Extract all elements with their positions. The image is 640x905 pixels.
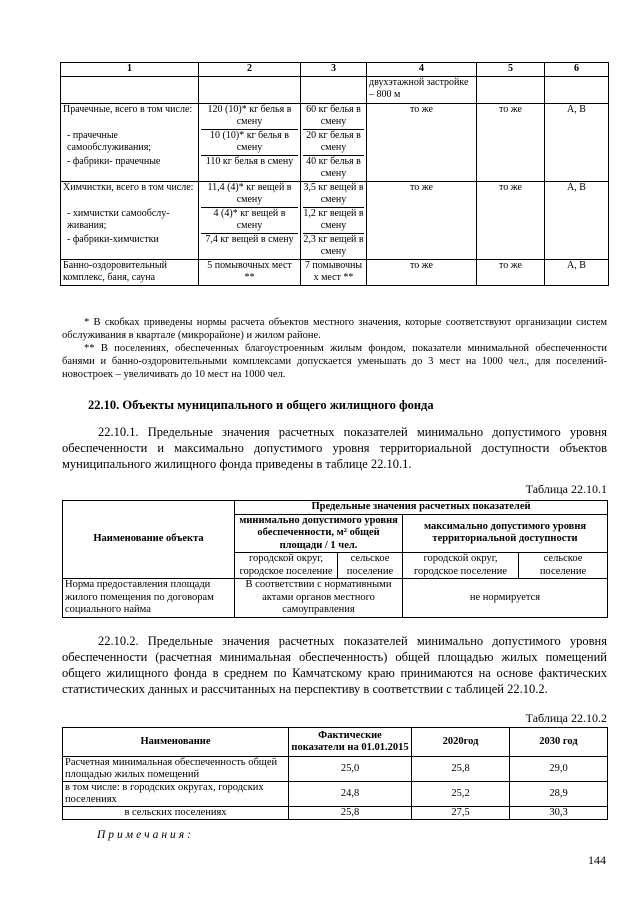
services-table <box>60 62 609 286</box>
row-name: Расчетная минимальная обеспеченность общей площадью жилых помещений <box>63 757 289 782</box>
col-header-limits: Предельные значения расчетных показателей <box>235 501 608 515</box>
footnote-2: ** В поселениях, обеспеченных благоустроенным жилым фондом, показатели минимальной обеспеченности банями и банно-оздоровительными комплексами допускается уменьшать до 3 мест на 1000 чел., для поселений-новостроек – увеличивать до 10 мест на 1000 чел. <box>62 343 607 380</box>
object-name: - фабрики-химчистки <box>61 234 199 260</box>
table-row <box>63 579 608 618</box>
object-name: - прачечные самообслуживания; <box>61 130 199 156</box>
capacity-urban: 10 (10)* кг белья в смену <box>199 130 301 156</box>
value-actual: 25,0 <box>289 757 412 782</box>
capacity-urban: 120 (10)* кг белья в смену <box>199 103 301 130</box>
col-header-max: максимально допустимого уровня территориальной доступности <box>403 514 608 553</box>
capacity-urban: 4 (4)* кг вещей в смену <box>199 208 301 234</box>
table-row <box>61 103 609 130</box>
col-header-5: 5 <box>477 63 545 77</box>
value-2030: 29,0 <box>510 757 608 782</box>
min-value-cell: В соответствии с нормативными актами органов местного самоуправления <box>235 579 403 618</box>
table-row <box>63 782 608 807</box>
table-row <box>63 757 608 782</box>
capacity-rural: 7 помывочны х мест ** <box>301 259 367 285</box>
housing-norm-table <box>62 500 608 618</box>
table-row <box>61 234 609 260</box>
capacity-urban: 5 помывочных мест ** <box>199 259 301 285</box>
subheader-rural-max: сельское поселение <box>519 553 608 579</box>
table-row <box>61 156 609 182</box>
capacity-rural: 40 кг белья в смену <box>301 156 367 182</box>
col-header-4: 4 <box>367 63 477 77</box>
notes-label: Примечания: <box>97 829 194 841</box>
object-name: Химчистки, всего в том числе: <box>61 181 199 208</box>
col-header-name: Наименование объекта <box>63 501 235 579</box>
capacity-urban: 110 кг белья в смену <box>199 156 301 182</box>
subheader-rural-min: сельское поселение <box>338 553 403 579</box>
object-name: - фабрики- прачечные <box>61 156 199 182</box>
col-header-6: 6 <box>545 63 609 77</box>
col-header-2030: 2030 год <box>510 728 608 757</box>
object-name: Прачечные, всего в том числе: <box>61 103 199 130</box>
accessibility-cell: двухэтажной застройке – 800 м <box>367 76 477 103</box>
table-row <box>63 807 608 820</box>
paragraph-22-10-2: 22.10.2. Предельные значения расчетных показателей минимально допустимого уровня обеспеченности (расчетная минимальная обеспеченность) общей площадью жилых помещений общего жилищного фонда в среднем по Камчатскому краю принимаются на основе фактических статистических данных и рассчитанных на перспективу в соответствии с таблицей 22.10.2. <box>62 634 607 696</box>
object-name: - химчистки самообслу-живания; <box>61 208 199 234</box>
subheader-urban-min: городской округ, городское поселение <box>235 553 338 579</box>
accessibility-rural-cell: то же <box>477 259 545 285</box>
table-row <box>61 181 609 208</box>
section-heading: 22.10. Объекты муниципального и общего жилищного фонда <box>88 398 434 412</box>
row-name: в том числе: в городских округах, городских поселениях <box>63 782 289 807</box>
row-name: в сельских поселениях <box>63 807 289 820</box>
table-row <box>61 259 609 285</box>
zone-cell: А, В <box>545 103 609 130</box>
accessibility-rural-cell: то же <box>477 103 545 130</box>
table-header-row <box>61 63 609 77</box>
accessibility-rural-cell: то же <box>477 181 545 208</box>
footnote-1: * В скобках приведены нормы расчета объектов местного значения, которые соответствуют организации систем обслуживания в квартале (микрорайоне) и жилом районе. <box>62 317 607 341</box>
col-header-1: 1 <box>61 63 199 77</box>
value-2030: 30,3 <box>510 807 608 820</box>
table-caption: Таблица 22.10.1 <box>525 482 607 496</box>
col-header-3: 3 <box>301 63 367 77</box>
accessibility-cell: то же <box>367 103 477 130</box>
object-name: Норма предоставления площади жилого помещения по договорам социального найма <box>63 579 235 618</box>
page-number: 144 <box>588 853 606 867</box>
capacity-rural: 1,2 кг вещей в смену <box>301 208 367 234</box>
table-row <box>61 130 609 156</box>
paragraph-22-10-1: 22.10.1. Предельные значения расчетных показателей минимально допустимого уровня обеспеченности и максимально допустимого уровня территориальной доступности объектов муниципального жилищного фонда приведены в таблице 22.10.1. <box>62 425 607 471</box>
subheader-urban-max: городской округ, городское поселение <box>403 553 519 579</box>
accessibility-cell: то же <box>367 181 477 208</box>
table-row <box>61 76 609 103</box>
max-value-cell: не нормируется <box>403 579 608 618</box>
value-2030: 28,9 <box>510 782 608 807</box>
col-header-name: Наименование <box>63 728 289 757</box>
col-header-2: 2 <box>199 63 301 77</box>
value-2020: 27,5 <box>412 807 510 820</box>
zone-cell: А, В <box>545 259 609 285</box>
col-header-2020: 2020год <box>412 728 510 757</box>
accessibility-cell: то же <box>367 259 477 285</box>
capacity-rural: 2,3 кг вещей в смену <box>301 234 367 260</box>
value-2020: 25,2 <box>412 782 510 807</box>
col-header-min: минимально допустимого уровня обеспеченности, м² общей площади / 1 чел. <box>235 514 403 553</box>
capacity-rural: 3,5 кг вещей в смену <box>301 181 367 208</box>
capacity-rural: 60 кг белья в смену <box>301 103 367 130</box>
col-header-actual: Фактические показатели на 01.01.2015 <box>289 728 412 757</box>
value-actual: 24,8 <box>289 782 412 807</box>
zone-cell: А, В <box>545 181 609 208</box>
housing-provision-table <box>62 727 608 820</box>
value-actual: 25,8 <box>289 807 412 820</box>
capacity-rural: 20 кг белья в смену <box>301 130 367 156</box>
object-name: Банно-оздоровительный комплекс, баня, сауна <box>61 259 199 285</box>
value-2020: 25,8 <box>412 757 510 782</box>
table-row <box>61 208 609 234</box>
capacity-urban: 11,4 (4)* кг вещей в смену <box>199 181 301 208</box>
capacity-urban: 7,4 кг вещей в смену <box>199 234 301 260</box>
table-caption: Таблица 22.10.2 <box>525 711 607 725</box>
